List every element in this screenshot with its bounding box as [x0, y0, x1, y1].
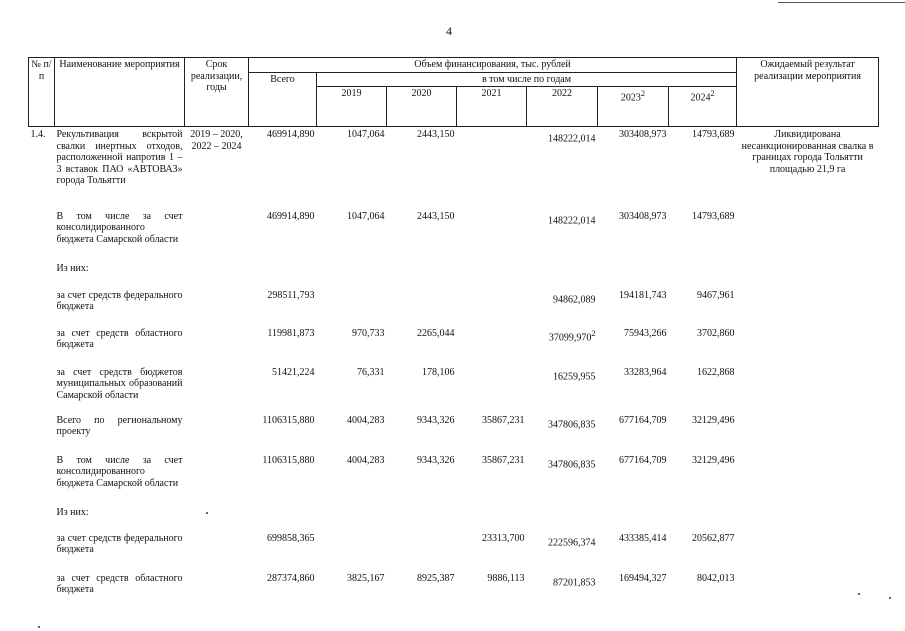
- row-value-2024: 9467,961: [697, 289, 735, 301]
- row-number: [29, 529, 55, 569]
- row-value-2020: [387, 503, 457, 529]
- row-value-2021: [457, 363, 527, 411]
- row-value-2022: 347806,835: [548, 458, 596, 470]
- row-value-2022: [527, 503, 598, 529]
- row-name: за счет средств федерального бюджета: [56, 289, 183, 312]
- row-value-2024: 8042,013: [697, 572, 735, 584]
- header-no: № п/п: [29, 58, 55, 127]
- row-value-2019: 970,733: [352, 327, 385, 339]
- row-total: 1106315,880: [262, 454, 315, 466]
- table-row: [29, 286, 879, 324]
- row-value-2020: 8925,387: [417, 572, 455, 584]
- row-total: [249, 503, 317, 529]
- header-year-2021: 2021: [457, 87, 527, 127]
- row-value-2022: 222596,374: [548, 536, 596, 548]
- scan-speck: [889, 597, 891, 599]
- row-total: [249, 259, 317, 286]
- row-value-2020: [387, 529, 457, 569]
- row-total: 298511,793: [267, 289, 315, 301]
- row-value-2022: 94862,089: [553, 293, 596, 305]
- row-value-2024: 32129,496: [692, 454, 735, 466]
- row-value-2020: [387, 286, 457, 324]
- row-name: за счет средств федерального бюджета: [56, 532, 183, 555]
- row-result: Ликвидирована несанкционированная свалка в границах города Тольятти площадью 21,9 га: [741, 129, 874, 175]
- scan-speck: [858, 593, 860, 595]
- row-value-2023: 303408,973: [619, 210, 667, 222]
- row-value-2024: 14793,689: [692, 210, 735, 222]
- table-row: [29, 411, 879, 451]
- row-value-2020: 178,106: [422, 366, 455, 378]
- row-number: [29, 259, 55, 286]
- row-value-2021: 23313,700: [482, 532, 525, 544]
- scan-speck: [206, 512, 208, 514]
- row-name: Рекультивация вскрытой свалки инертных отходов, расположенной напротив 1 – 3 вставок ПАО «АВТОВАЗ» города Тольятти: [56, 129, 183, 186]
- row-total: 1106315,880: [262, 414, 315, 426]
- row-total: 469914,890: [267, 210, 315, 222]
- row-value-2021: [457, 259, 527, 286]
- header-year-2019: 2019: [317, 87, 387, 127]
- table-row: [29, 324, 879, 363]
- row-result: [737, 259, 879, 286]
- row-value-2022: 87201,853: [553, 576, 596, 588]
- row-period: [185, 286, 249, 324]
- row-number: [29, 207, 55, 259]
- row-number: [29, 286, 55, 324]
- row-period: [185, 207, 249, 259]
- row-result: [737, 451, 879, 503]
- header-total: Всего: [249, 72, 317, 127]
- row-value-2021: [457, 324, 527, 363]
- row-value-2020: 2443,150: [417, 210, 455, 222]
- row-value-2019: 3825,167: [347, 572, 385, 584]
- row-value-2022: 347806,835: [548, 418, 596, 430]
- row-number: [29, 363, 55, 411]
- row-value-2024: 14793,689: [692, 129, 735, 140]
- row-value-2021: 9886,113: [487, 572, 525, 584]
- row-period: [185, 363, 249, 411]
- row-period: [185, 259, 249, 286]
- row-value-2021: 35867,231: [482, 454, 525, 466]
- header-year-2023: 2023$^2$: [598, 87, 669, 127]
- table-row: [29, 569, 879, 609]
- scan-speck: [38, 626, 40, 628]
- row-period: [185, 569, 249, 609]
- row-value-2023: 677164,709: [619, 414, 667, 426]
- row-value-2023: 169494,327: [619, 572, 667, 584]
- row-value-2024: 3702,860: [697, 327, 735, 339]
- footnote-marker: 2: [710, 89, 715, 98]
- row-value-2023: [598, 259, 669, 286]
- row-value-2024: 32129,496: [692, 414, 735, 426]
- row-number: [29, 569, 55, 609]
- row-value-2020: 9343,326: [417, 454, 455, 466]
- table-row: [29, 503, 879, 529]
- row-number: [29, 411, 55, 451]
- header-by-years: в том числе по годам: [317, 72, 737, 87]
- table-row: [29, 363, 879, 411]
- row-value-2023: 677164,709: [619, 454, 667, 466]
- row-value-2021: [457, 207, 527, 259]
- row-result: [737, 324, 879, 363]
- row-name: Из них:: [56, 506, 89, 518]
- row-result: [737, 286, 879, 324]
- row-period: [185, 451, 249, 503]
- row-name: за счет средств областного бюджета: [56, 572, 183, 595]
- funding-table: [28, 57, 879, 609]
- row-value-2021: [457, 127, 527, 207]
- top-edge-line: [778, 2, 905, 3]
- table-row: [29, 451, 879, 503]
- row-value-2024: [669, 259, 737, 286]
- page-number: 4: [446, 24, 452, 38]
- row-name: Из них:: [56, 262, 89, 274]
- row-value-2024: 20562,877: [692, 532, 735, 544]
- row-value-2020: 2443,150: [417, 129, 455, 140]
- row-value-2020: 9343,326: [417, 414, 455, 426]
- row-value-2023: 303408,973: [619, 129, 667, 140]
- header-funding: Объем финансирования, тыс. рублей: [249, 58, 737, 73]
- header-result: Ожидаемый результат реализации мероприятия: [737, 58, 879, 127]
- row-number: 1.4.: [30, 129, 46, 140]
- table-row: [29, 529, 879, 569]
- row-name: Всего по региональному проекту: [56, 414, 183, 437]
- row-value-2021: [457, 286, 527, 324]
- row-value-2021: [457, 503, 527, 529]
- row-value-2023: 75943,266: [624, 327, 667, 339]
- row-value-2019: 1047,064: [347, 210, 385, 222]
- row-value-2022: [527, 259, 598, 286]
- row-value-2023: 433385,414: [619, 532, 667, 544]
- header-year-2024: 2024$^2$: [669, 87, 737, 127]
- row-value-2023: 33283,964: [624, 366, 667, 378]
- row-result: [737, 363, 879, 411]
- table-row: [29, 127, 879, 207]
- table-row: [29, 207, 879, 259]
- row-period: [185, 529, 249, 569]
- row-value-2024: [669, 503, 737, 529]
- header-period: Срок реализации, годы: [185, 58, 249, 127]
- row-value-2019: 1047,064: [347, 129, 385, 140]
- row-total: 287374,860: [267, 572, 315, 584]
- row-period: [185, 503, 249, 529]
- row-result: [737, 411, 879, 451]
- row-value-2019: [317, 286, 387, 324]
- row-total: 119981,873: [267, 327, 315, 339]
- row-name: В том числе за счет консолидированного бюджета Самарской области: [56, 210, 183, 245]
- row-value-2019: [317, 529, 387, 569]
- row-value-2021: 35867,231: [482, 414, 525, 426]
- header-year-2022: 2022: [527, 87, 598, 127]
- table-body: [29, 127, 879, 609]
- row-value-2023: 194181,743: [619, 289, 667, 301]
- row-value-2019: 76,331: [357, 366, 385, 378]
- row-value-2019: [317, 259, 387, 286]
- row-name: В том числе за счет консолидированного бюджета Самарской области: [56, 454, 183, 489]
- row-period: 2019 – 2020, 2022 – 2024: [190, 129, 243, 152]
- row-value-2020: 2265,044: [417, 327, 455, 339]
- table-row: [29, 259, 879, 286]
- row-result: [737, 503, 879, 529]
- footnote-marker: 2: [591, 328, 596, 338]
- row-period: [185, 324, 249, 363]
- row-name: за счет средств областного бюджета: [56, 327, 183, 350]
- row-period: [185, 411, 249, 451]
- row-value-2019: 4004,283: [347, 454, 385, 466]
- row-number: [29, 324, 55, 363]
- row-total: 699858,365: [267, 532, 315, 544]
- row-value-2019: 4004,283: [347, 414, 385, 426]
- row-total: 51421,224: [272, 366, 315, 378]
- row-value-2022: 16259,955: [553, 370, 596, 382]
- row-value-2022: 148222,014: [548, 133, 596, 145]
- header-year-2020: 2020: [387, 87, 457, 127]
- row-result: [737, 569, 879, 609]
- row-number: [29, 451, 55, 503]
- footnote-marker: 2: [640, 89, 646, 98]
- row-value-2019: [317, 503, 387, 529]
- row-value-2023: [598, 503, 669, 529]
- row-number: [29, 503, 55, 529]
- row-value-2022: 37099,970$^2$: [548, 328, 596, 343]
- row-total: 469914,890: [267, 129, 315, 140]
- row-result: [737, 529, 879, 569]
- row-value-2020: [387, 259, 457, 286]
- row-value-2022: 148222,014: [548, 214, 596, 226]
- header-name: Наименование мероприятия: [55, 58, 185, 127]
- row-name: за счет средств бюджетов муниципальных образований Самарской области: [56, 366, 183, 401]
- row-result: [737, 207, 879, 259]
- row-value-2024: 1622,868: [697, 366, 735, 378]
